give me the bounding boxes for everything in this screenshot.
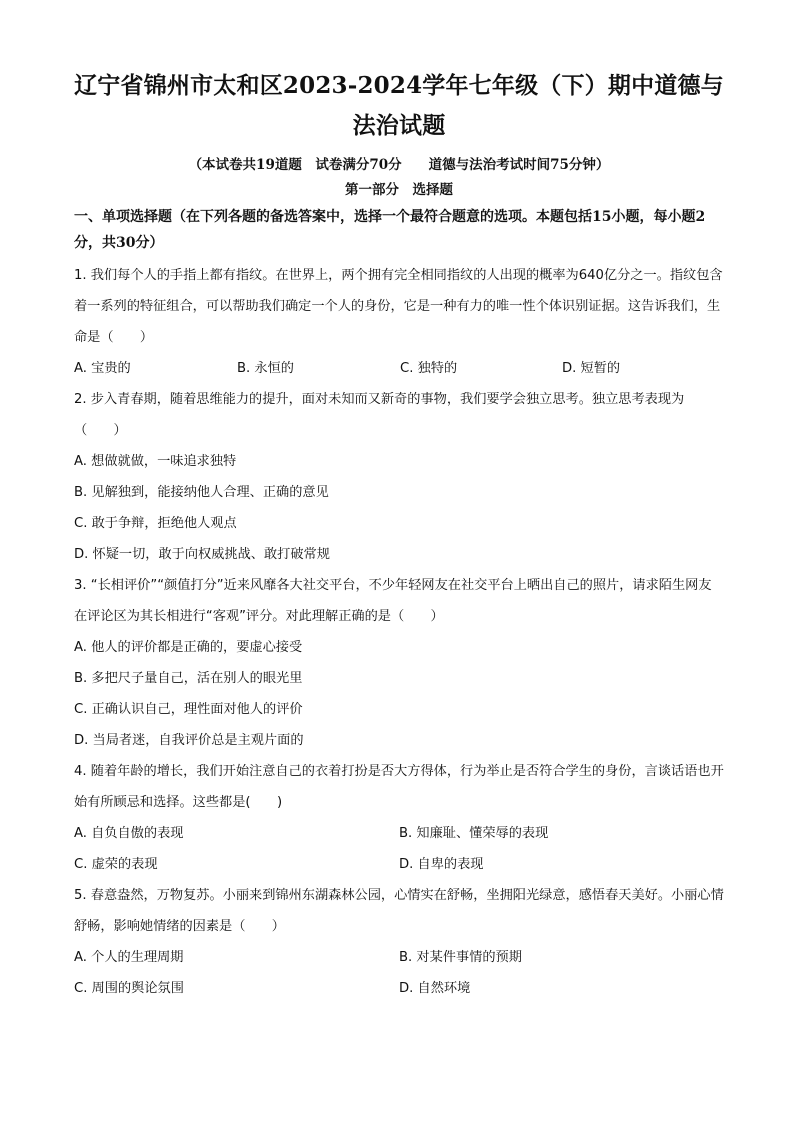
question-5 bbox=[74, 880, 724, 1004]
question-3 bbox=[74, 570, 724, 756]
option-a: A. 自负自傲的表现 bbox=[74, 826, 184, 841]
question-4 bbox=[74, 756, 724, 880]
exam-subtitle: （本试卷共19道题 试卷满分70分 道德与法治考试时间75分钟） bbox=[188, 157, 610, 173]
option-d: D. 自然环境 bbox=[399, 981, 471, 996]
question-2 bbox=[74, 384, 724, 570]
option-d: D. 短暂的 bbox=[562, 361, 621, 376]
options-grid bbox=[74, 942, 724, 1004]
option-c: C. 周围的舆论氛围 bbox=[74, 981, 184, 996]
part-title: 第一部分 选择题 bbox=[345, 182, 453, 198]
option-b: B. 多把尺子量自己，活在别人的眼光里 bbox=[74, 671, 303, 686]
exam-page bbox=[74, 66, 724, 1004]
option-d: D. 怀疑一切，敢于向权威挑战、敢打破常规 bbox=[74, 547, 330, 562]
option-c: C. 敢于争辩，拒绝他人观点 bbox=[74, 516, 237, 531]
option-d: D. 当局者迷，自我评价总是主观片面的 bbox=[74, 733, 304, 748]
question-stem: 3. “长相评价”“颜值打分”近来风靡各大社交平台，不少年轻网友在社交平台上晒出自己的照片，请求陌生网友在评论区为其长相进行“客观”评分。对此理解正确的是（ ） bbox=[74, 578, 712, 624]
option-c: C. 正确认识自己，理性面对他人的评价 bbox=[74, 702, 303, 717]
option-b: B. 知廉耻、懂荣辱的表现 bbox=[399, 826, 549, 841]
option-b: B. 见解独到，能接纳他人合理、正确的意见 bbox=[74, 485, 329, 500]
option-b: B. 对某件事情的预期 bbox=[399, 950, 522, 965]
option-d: D. 自卑的表现 bbox=[399, 857, 484, 872]
options-grid bbox=[74, 818, 724, 880]
options-list bbox=[74, 632, 724, 756]
question-stem: 1. 我们每个人的手指上都有指纹。在世界上，两个拥有完全相同指纹的人出现的概率为640亿分之一。指纹包含着一系列的特征组合，可以帮助我们确定一个人的身份，它是一种有力的唯一性个体识别证据。这告诉我们，生命是（ ） bbox=[74, 268, 723, 345]
options-list bbox=[74, 446, 724, 570]
option-a: A. 宝贵的 bbox=[74, 361, 131, 376]
exam-title: 辽宁省锦州市太和区2023-2024学年七年级（下）期中道德与法治试题 bbox=[74, 72, 724, 139]
question-stem: 2. 步入青春期，随着思维能力的提升，面对未知而又新奇的事物，我们要学会独立思考。独立思考表现为（ ） bbox=[74, 392, 685, 438]
question-1 bbox=[74, 260, 724, 384]
options-row bbox=[74, 353, 724, 384]
option-b: B. 永恒的 bbox=[237, 361, 294, 376]
option-a: A. 他人的评价都是正确的，要虚心接受 bbox=[74, 640, 303, 655]
option-a: A. 想做就做，一味追求独特 bbox=[74, 454, 237, 469]
option-c: C. 独特的 bbox=[400, 361, 458, 376]
section-title: 一、单项选择题（在下列各题的备选答案中，选择一个最符合题意的选项。本题包括15小题，每小题2分，共30分） bbox=[74, 209, 706, 251]
question-stem: 5. 春意盎然，万物复苏。小丽来到锦州东湖森林公园，心情实在舒畅，坐拥阳光绿意，感悟春天美好。小丽心情舒畅，影响她情绪的因素是（ ） bbox=[74, 888, 724, 934]
question-stem: 4. 随着年龄的增长，我们开始注意自己的衣着打扮是否大方得体，行为举止是否符合学生的身份，言谈话语也开始有所顾忌和选择。这些都是( ) bbox=[74, 764, 724, 810]
option-c: C. 虚荣的表现 bbox=[74, 857, 158, 872]
option-a: A. 个人的生理周期 bbox=[74, 950, 184, 965]
